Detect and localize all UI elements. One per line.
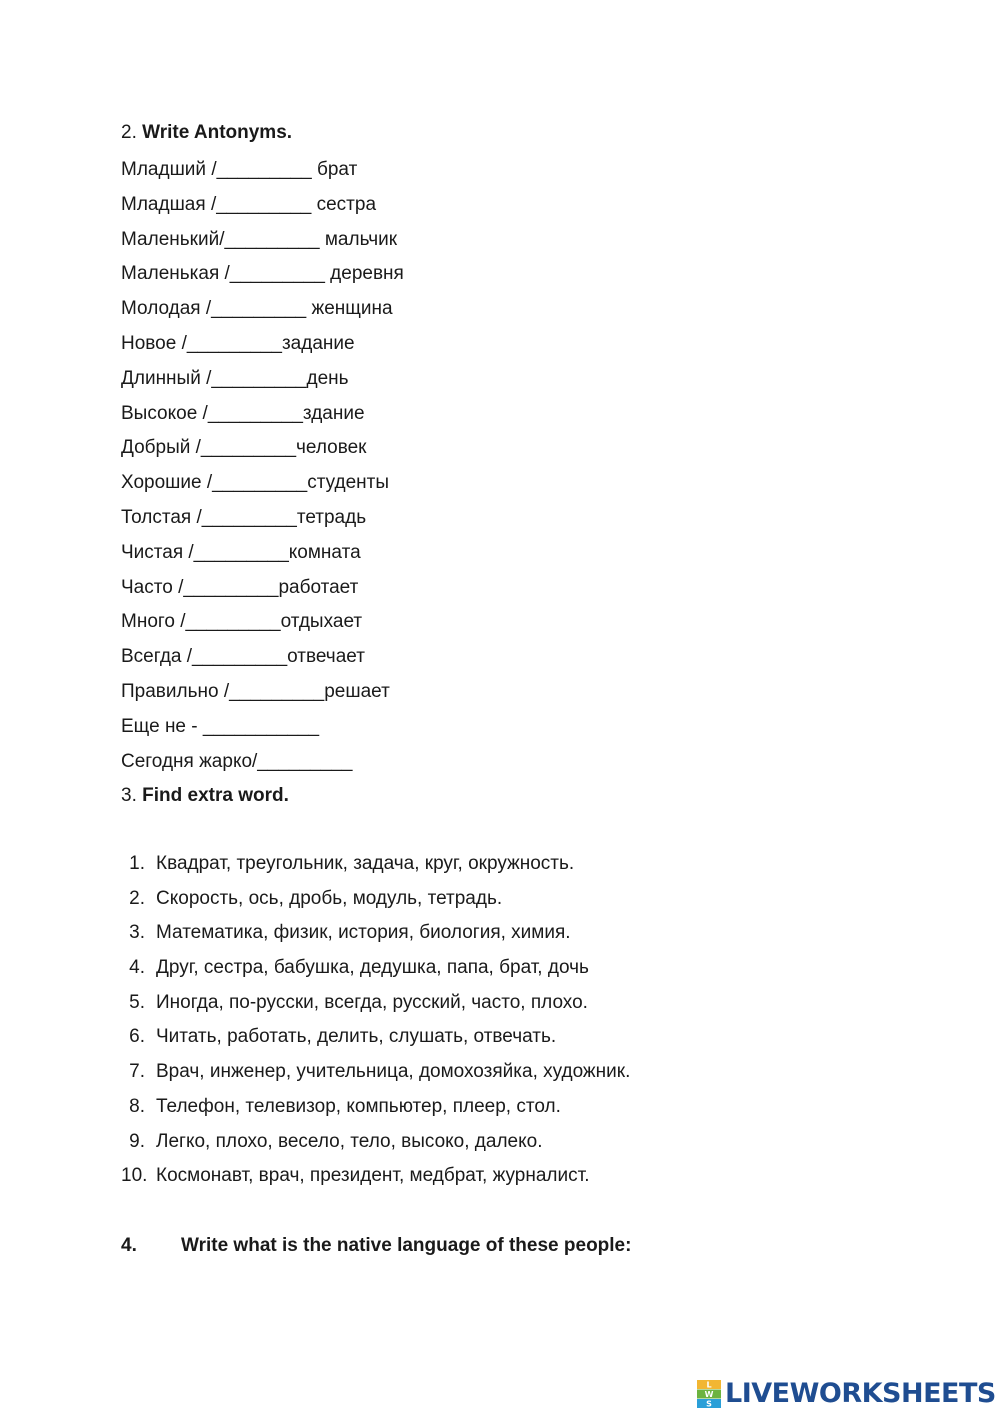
section-3-title: Find extra word. <box>142 785 289 806</box>
svg-text:S: S <box>706 1399 712 1408</box>
section-4-number: 4. <box>121 1235 137 1256</box>
antonym-line: Часто /_________работает <box>121 576 359 598</box>
item-number: 10. <box>121 1165 148 1187</box>
item-text: Друг, сестра, бабушка, дедушка, папа, брат, дочь <box>156 957 589 979</box>
logo-wordmark: LIVEWORKSHEETS <box>725 1378 996 1409</box>
antonym-line: Высокое /_________здание <box>121 402 365 424</box>
antonym-line: Сегодня жарко/_________ <box>121 750 353 772</box>
antonym-line: Хорошие /_________студенты <box>121 472 390 494</box>
antonym-line: Новое /_________задание <box>121 332 355 354</box>
item-number: 5. <box>129 991 145 1013</box>
item-number: 3. <box>129 922 145 944</box>
item-number: 8. <box>129 1095 145 1117</box>
section-3-heading <box>121 784 289 808</box>
item-text: Телефон, телевизор, компьютер, плеер, стол. <box>156 1095 561 1117</box>
item-text: Математика, физик, история, биология, химия. <box>156 922 571 944</box>
antonym-line: Маленький/_________ мальчик <box>121 228 398 250</box>
antonym-line: Много /_________отдыхает <box>121 611 363 633</box>
item-number: 9. <box>129 1130 145 1152</box>
section-2-title: Write Antonyms. <box>142 122 293 143</box>
liveworksheets-logo[interactable] <box>697 1377 996 1411</box>
item-text: Легко, плохо, весело, тело, высоко, далеко. <box>156 1130 543 1152</box>
section-2-heading <box>121 121 292 145</box>
item-number: 2. <box>129 887 145 909</box>
antonym-line: Толстая /_________тетрадь <box>121 506 367 528</box>
item-text: Читать, работать, делить, слушать, отвечать. <box>156 1026 557 1048</box>
item-text: Квадрат, треугольник, задача, круг, окружность. <box>156 853 575 874</box>
antonym-line: Длинный /_________день <box>121 367 349 389</box>
item-number: 7. <box>129 1061 145 1083</box>
antonym-line: Маленькая /_________ деревня <box>121 263 404 285</box>
antonym-line: Правильно /_________решает <box>121 680 390 702</box>
item-text: Иногда, по-русски, всегда, русский, часто, плохо. <box>156 991 588 1013</box>
item-number: 6. <box>129 1026 145 1048</box>
antonym-line: Младший /_________ брат <box>121 159 358 180</box>
item-text: Космонавт, врач, президент, медбрат, журналист. <box>156 1165 590 1187</box>
antonym-line: Молодая /_________ женщина <box>121 298 393 320</box>
section-4-title: Write what is the native language of these people: <box>181 1235 632 1256</box>
antonym-line: Младшая /_________ сестра <box>121 193 377 215</box>
svg-text:L: L <box>706 1380 712 1390</box>
antonyms-list <box>121 157 404 783</box>
antonym-line: Всегда /_________отвечает <box>121 646 365 668</box>
antonym-line: Чистая /_________комната <box>121 541 361 563</box>
item-number: 1. <box>129 853 145 874</box>
item-text: Врач, инженер, учительница, домохозяйка, художник. <box>156 1061 631 1083</box>
liveworksheets-logo-icon <box>697 1380 721 1408</box>
antonym-line: Еще не - ___________ <box>121 715 320 737</box>
svg-text:W: W <box>704 1390 714 1399</box>
item-text: Скорость, ось, дробь, модуль, тетрадь. <box>156 887 503 909</box>
antonym-line: Добрый /_________человек <box>121 437 367 459</box>
section-2-number: 2. <box>121 122 137 143</box>
item-number: 4. <box>129 957 145 979</box>
section-3-number: 3. <box>121 785 137 806</box>
